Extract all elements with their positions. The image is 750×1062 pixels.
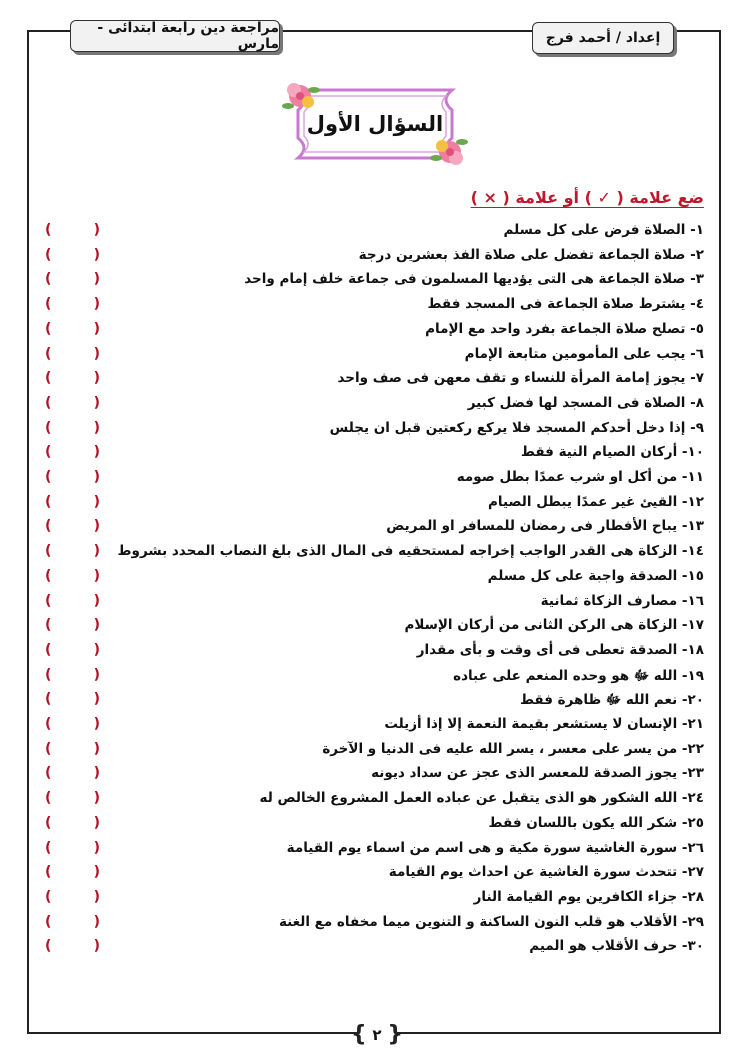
- page-footer: [351, 1018, 403, 1052]
- question-statement: يشترط صلاة الجماعة فى المسجد فقط: [427, 296, 686, 313]
- bracket-close: ): [93, 246, 100, 263]
- bracket-close: ): [93, 938, 100, 955]
- question-number: ٢-: [690, 246, 704, 263]
- question-statement: من أكل او شرب عمدًا بطل صومه: [456, 469, 678, 485]
- bracket-open: (: [45, 518, 52, 535]
- question-text: [468, 395, 704, 411]
- bracket-open: (: [45, 493, 52, 510]
- question-number: ٢٨-: [681, 888, 704, 905]
- question-number: ١٢-: [681, 493, 704, 510]
- bracket-open: (: [45, 345, 52, 362]
- bracket-open: (: [45, 271, 52, 288]
- question-row: [0, 541, 750, 565]
- question-number: ٢٠-: [681, 692, 704, 709]
- bracket-open: (: [45, 938, 52, 955]
- question-number: ٦-: [690, 345, 704, 362]
- question-number: ٢٩-: [681, 913, 704, 930]
- page-number: ٢: [372, 1026, 382, 1044]
- bracket-open: (: [45, 419, 52, 436]
- bracket-close: ): [93, 518, 100, 535]
- question-number: ٢٦-: [681, 839, 704, 856]
- question-number: ١١-: [681, 469, 704, 485]
- question-number: ٢٥-: [681, 814, 704, 831]
- question-number: ١٩-: [681, 667, 704, 684]
- question-statement: الصدقة واجبة على كل مسلم: [487, 567, 678, 584]
- question-number: ١٧-: [681, 617, 704, 634]
- bracket-open: (: [45, 888, 52, 905]
- question-text: [529, 938, 704, 954]
- subject-header: مراجعة دين رابعة ابتدائى - مارس: [70, 20, 280, 52]
- question-text: [386, 518, 704, 534]
- question-row: [0, 591, 750, 615]
- question-statement: يباح الأفطار فى رمضان للمسافر او المريض: [386, 518, 678, 535]
- bracket-open: (: [45, 370, 52, 387]
- question-row: [0, 912, 750, 936]
- question-statement: من يسر على معسر ، يسر الله عليه فى الدنيا و الآخرة: [322, 740, 678, 757]
- footer-brace-left-icon: {: [351, 1022, 367, 1047]
- bracket-open: (: [45, 222, 52, 238]
- question-statement: الله ﷻ هو وحده المنعم على عباده: [453, 667, 678, 684]
- title-banner: [280, 82, 470, 166]
- bracket-open: (: [45, 814, 52, 831]
- question-statement: صلاة الجماعة هى التى يؤديها المسلمون فى جماعة خلف إمام واحد: [244, 271, 686, 288]
- question-text: [489, 815, 704, 831]
- bracket-close: ): [93, 370, 100, 387]
- question-text: [541, 593, 704, 609]
- question-text: [427, 296, 704, 312]
- bracket-close: ): [93, 666, 100, 683]
- bracket-close: ): [93, 271, 100, 288]
- bracket-close: ): [93, 864, 100, 881]
- bracket-close: ): [93, 419, 100, 436]
- question-statement: يجوز الصدقة للمعسر الذى عجز عن سداد ديونه: [371, 765, 678, 782]
- question-row: [0, 442, 750, 466]
- question-statement: الزكاة هى القدر الواجب إخراجه لمستحقيه فى المال الذى بلغ النصاب المحدد بشروط: [117, 543, 678, 560]
- bracket-open: (: [45, 543, 52, 560]
- question-statement: سورة الغاشية سورة مكية و هى اسم من اسماء يوم القيامة: [286, 839, 678, 856]
- question-row: [0, 665, 750, 689]
- bracket-open: (: [45, 394, 52, 411]
- author-header: إعداد / أحمد فرج: [532, 22, 674, 54]
- bracket-open: (: [45, 740, 52, 757]
- section-title: السؤال الأول: [306, 112, 444, 136]
- bracket-close: ): [93, 814, 100, 831]
- bracket-open: (: [45, 790, 52, 807]
- bracket-close: ): [93, 592, 100, 609]
- question-statement: مصارف الزكاة ثمانية: [540, 592, 678, 609]
- bracket-close: ): [93, 691, 100, 708]
- question-text: [244, 271, 704, 287]
- bracket-open: (: [45, 567, 52, 584]
- question-statement: الأقلاب هو قلب النون الساكنة و التنوين ميما مخفاه مع الغنة: [278, 913, 678, 930]
- question-row: [0, 393, 750, 417]
- question-statement: الزكاة هى الركن الثانى من أركان الإسلام: [404, 617, 678, 634]
- question-number: ١٦-: [681, 592, 704, 609]
- bracket-close: ): [93, 394, 100, 411]
- question-text: [417, 642, 704, 658]
- question-number: ٨-: [690, 394, 704, 411]
- question-row: [0, 640, 750, 664]
- question-row: [0, 245, 750, 269]
- bracket-close: ): [93, 913, 100, 930]
- question-text: [338, 370, 705, 386]
- question-number: ٧-: [690, 370, 704, 387]
- question-statement: تصلح صلاة الجماعة بفرد واحد مع الإمام: [425, 320, 686, 337]
- bracket-close: ): [93, 790, 100, 807]
- question-row: [0, 319, 750, 343]
- question-text: [453, 667, 704, 687]
- bracket-open: (: [45, 765, 52, 782]
- question-text: [322, 741, 704, 757]
- bracket-close: ): [93, 543, 100, 560]
- question-number: ٤-: [690, 296, 704, 313]
- bracket-close: ): [93, 765, 100, 782]
- footer-brace-right-icon: }: [387, 1022, 403, 1047]
- question-text: [488, 568, 704, 584]
- question-number: ٣-: [690, 271, 704, 288]
- bracket-open: (: [45, 716, 52, 732]
- question-number: ٢٢-: [681, 740, 704, 757]
- bracket-close: ): [93, 617, 100, 634]
- question-text: [389, 864, 704, 880]
- question-statement: شكر الله يكون باللسان فقط: [488, 814, 678, 831]
- question-text: [425, 321, 704, 337]
- bracket-open: (: [45, 839, 52, 856]
- question-statement: حرف الأقلاب هو الميم: [529, 938, 678, 955]
- question-text: [474, 889, 704, 905]
- bracket-close: ): [93, 444, 100, 461]
- question-number: ١٠-: [681, 444, 704, 461]
- bracket-close: ): [93, 320, 100, 337]
- bracket-close: ): [93, 839, 100, 856]
- question-statement: الله الشكور هو الذى يتقبل عن عباده العمل المشروع الخالص له: [259, 790, 678, 807]
- question-statement: الصدقة تعطى فى أى وقت و بأى مقدار: [416, 641, 678, 658]
- bracket-open: (: [45, 444, 52, 461]
- bracket-open: (: [45, 469, 52, 485]
- question-text: [504, 222, 704, 238]
- instruction-text: ضع علامة ( ✓ ) أو علامة ( × ): [470, 188, 704, 207]
- question-number: ١-: [690, 222, 704, 238]
- question-statement: الصلاة فى المسجد لها فضل كبير: [467, 394, 686, 411]
- bracket-open: (: [45, 691, 52, 708]
- question-number: ١٣-: [681, 518, 704, 535]
- question-text: [330, 420, 704, 436]
- question-row: [0, 689, 750, 713]
- question-text: [359, 247, 704, 263]
- question-statement: القيئ غير عمدًا يبطل الصيام: [488, 493, 678, 510]
- question-number: ٢٣-: [681, 765, 704, 782]
- bracket-open: (: [45, 320, 52, 337]
- question-statement: نعم الله ﷻ ظاهرة فقط: [519, 692, 678, 709]
- question-row: [0, 838, 750, 862]
- question-number: ١٥-: [681, 567, 704, 584]
- bracket-close: ): [93, 567, 100, 584]
- question-row: [0, 615, 750, 639]
- question-statement: يجب على المأمومين متابعة الإمام: [464, 345, 686, 362]
- question-text: [287, 840, 704, 856]
- bracket-close: ): [93, 716, 100, 732]
- question-row: [0, 418, 750, 442]
- question-row: [0, 344, 750, 368]
- question-statement: أركان الصيام النية فقط: [520, 444, 678, 461]
- question-number: ٢٤-: [681, 790, 704, 807]
- bracket-close: ): [93, 641, 100, 658]
- question-text: [279, 914, 704, 930]
- question-statement: جزاء الكافرين يوم القيامة النار: [473, 888, 678, 905]
- bracket-open: (: [45, 666, 52, 683]
- question-statement: الصلاة فرض على كل مسلم: [503, 222, 686, 238]
- question-number: ٩-: [690, 419, 704, 436]
- question-number: ٥-: [690, 320, 704, 337]
- question-text: [404, 617, 704, 633]
- question-number: ١٨-: [681, 641, 704, 658]
- question-row: [0, 220, 750, 244]
- bracket-close: ): [93, 222, 100, 238]
- bracket-open: (: [45, 246, 52, 263]
- question-row: [0, 467, 750, 491]
- question-text: [465, 346, 704, 362]
- bracket-open: (: [45, 641, 52, 658]
- question-text: [384, 716, 704, 732]
- question-row: [0, 739, 750, 763]
- question-row: [0, 714, 750, 738]
- question-row: [0, 788, 750, 812]
- bracket-close: ): [93, 469, 100, 485]
- question-number: ١٤-: [681, 543, 704, 560]
- question-row: [0, 269, 750, 293]
- question-statement: إذا دخل أحدكم المسجد فلا يركع ركعتين قبل ان يجلس: [329, 419, 686, 436]
- question-row: [0, 887, 750, 911]
- bracket-open: (: [45, 296, 52, 313]
- question-row: [0, 492, 750, 516]
- bracket-open: (: [45, 617, 52, 634]
- bracket-close: ): [93, 740, 100, 757]
- question-statement: الإنسان لا يستشعر بقيمة النعمة إلا إذا أزيلت: [384, 716, 678, 732]
- bracket-open: (: [45, 592, 52, 609]
- question-statement: تتحدث سورة الغاشية عن احداث يوم القيامة: [388, 864, 678, 881]
- question-statement: يجوز إمامة المرأة للنساء و تقف معهن فى صف واحد: [337, 370, 686, 387]
- question-text: [260, 790, 704, 806]
- question-number: ٢١-: [681, 716, 704, 732]
- bracket-close: ): [93, 493, 100, 510]
- question-row: [0, 813, 750, 837]
- question-row: [0, 936, 750, 960]
- question-row: [0, 516, 750, 540]
- bracket-close: ): [93, 888, 100, 905]
- question-text: [520, 691, 704, 711]
- question-row: [0, 566, 750, 590]
- question-statement: صلاة الجماعة تفضل على صلاة الفذ بعشرين درجة: [358, 246, 686, 263]
- question-number: ٢٧-: [681, 864, 704, 881]
- question-text: [457, 469, 704, 485]
- bracket-close: ): [93, 296, 100, 313]
- question-text: [118, 543, 704, 559]
- bracket-open: (: [45, 864, 52, 881]
- question-text: [521, 444, 704, 460]
- question-row: [0, 294, 750, 318]
- bracket-open: (: [45, 913, 52, 930]
- question-row: [0, 862, 750, 886]
- question-row: [0, 368, 750, 392]
- bracket-close: ): [93, 345, 100, 362]
- question-number: ٣٠-: [681, 938, 704, 955]
- question-row: [0, 763, 750, 787]
- question-text: [488, 494, 704, 510]
- question-text: [371, 765, 704, 781]
